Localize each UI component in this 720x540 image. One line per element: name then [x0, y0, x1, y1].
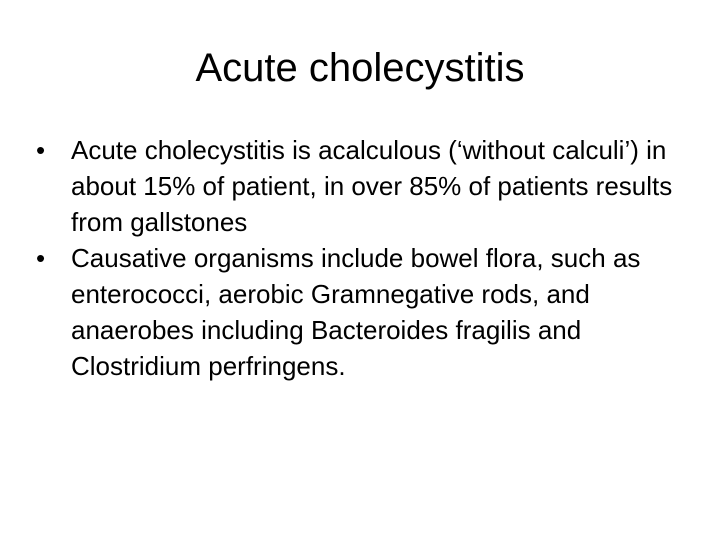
bullet-item [36, 132, 676, 240]
bullet-marker: • [36, 135, 46, 165]
bullet-item [36, 240, 676, 384]
bullet-text: Causative organisms include bowel flora, such as enterococci, aerobic Gramnegative rods, and anaerobes including Bacteroides fragilis and Clostridium perfringens. [71, 243, 641, 381]
slide-title: Acute cholecystitis [195, 46, 525, 90]
bullet-marker: • [36, 243, 46, 273]
bullet-text: Acute cholecystitis is acalculous (‘without calculi’) in about 15% of patient, in over 85% of patients results from gallstones [71, 135, 673, 237]
bullet-list [36, 132, 676, 384]
